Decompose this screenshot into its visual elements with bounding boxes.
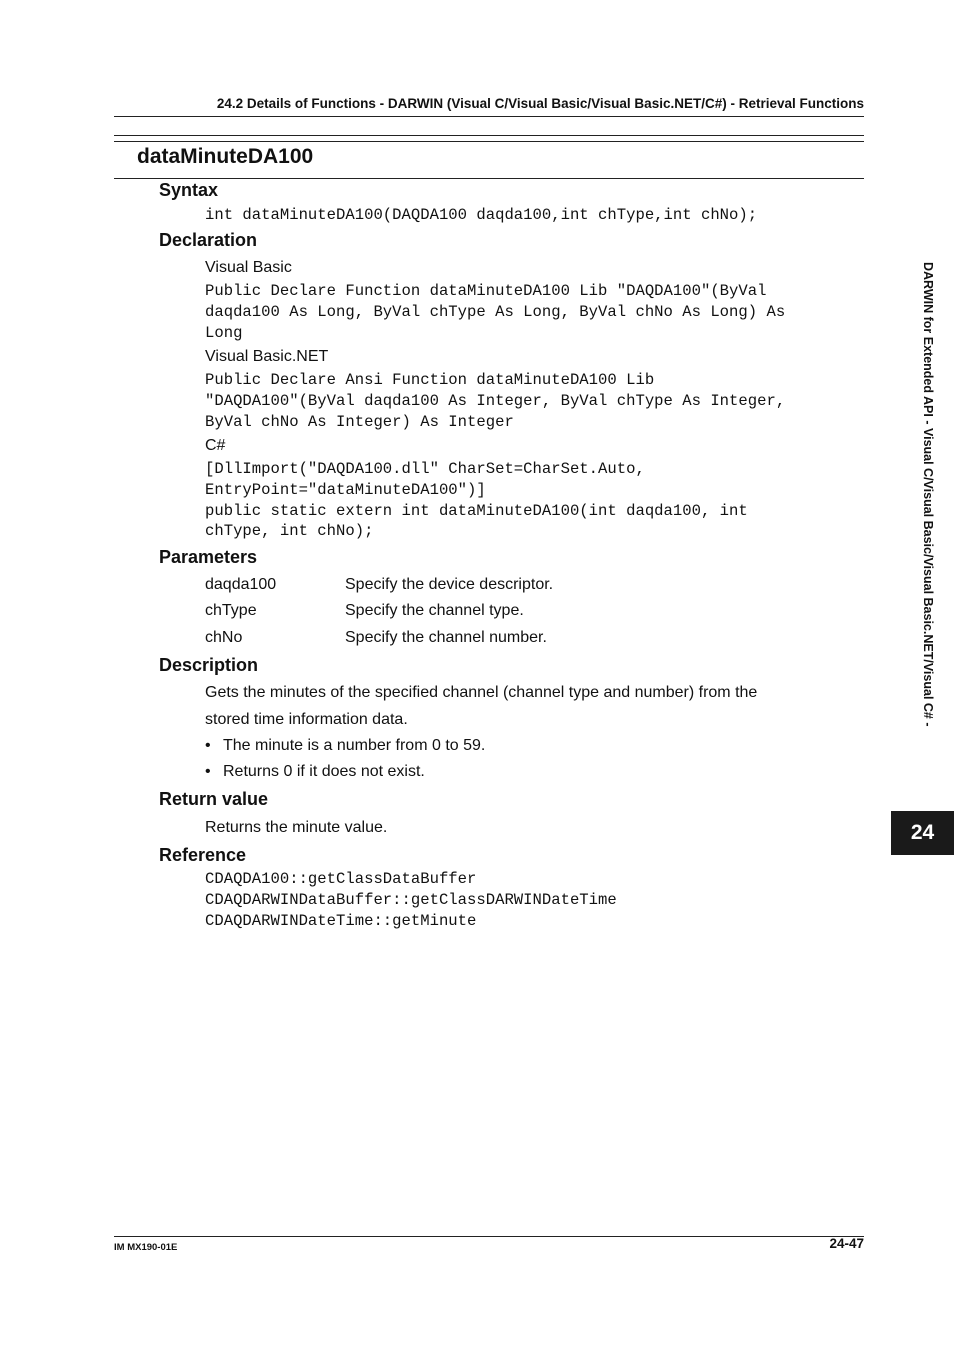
- description-bullet-2: [205, 759, 425, 785]
- param-desc-chno: Specify the channel number.: [345, 629, 547, 646]
- chapter-tab: 24: [891, 811, 954, 855]
- title-rule-top-1: [114, 135, 864, 136]
- reference-code: CDAQDA100::getClassDataBuffer CDAQDARWINDataBuffer::getClassDARWINDateTime CDAQDARWINDateTime::getMinute: [205, 870, 617, 930]
- running-head: 24.2 Details of Functions - DARWIN (Visual C/Visual Basic/Visual Basic.NET/C#) - Retrieval Functions: [216, 96, 864, 111]
- return-value-heading: Return value: [159, 789, 269, 809]
- cs-code: [DllImport("DAQDA100.dll" CharSet=CharSet.Auto, EntryPoint="dataMinuteDA100")] public static extern int dataMinuteDA100(int daqda100, int chType, int chNo);: [205, 460, 748, 541]
- title-rule-top-2: [114, 141, 864, 142]
- param-desc-daqda100: Specify the device descriptor.: [345, 576, 554, 593]
- footer-doc-id: IM MX190-01E: [114, 1242, 178, 1253]
- bullet-marker: •: [205, 763, 211, 780]
- function-title: dataMinuteDA100: [137, 145, 314, 168]
- bullet-text: The minute is a number from 0 to 59.: [223, 737, 486, 754]
- syntax-code: int dataMinuteDA100(DAQDA100 daqda100,int chType,int chNo);: [205, 206, 758, 224]
- bullet-text: Returns 0 if it does not exist.: [223, 763, 425, 780]
- param-name-chno: chNo: [205, 629, 243, 646]
- syntax-heading: Syntax: [159, 180, 219, 200]
- declaration-heading: Declaration: [159, 230, 258, 250]
- title-rule-bottom: [114, 178, 864, 179]
- vb-code: Public Declare Function dataMinuteDA100 Lib "DAQDA100"(ByVal daqda100 As Long, ByVal chType As Long, ByVal chNo As Long) As Long: [205, 282, 786, 342]
- description-line-2: stored time information data.: [205, 711, 408, 728]
- reference-heading: Reference: [159, 845, 247, 865]
- description-line-1: Gets the minutes of the specified channel (channel type and number) from the: [205, 684, 758, 701]
- return-value-text: Returns the minute value.: [205, 819, 388, 836]
- description-heading: Description: [159, 655, 259, 675]
- header-rule: [114, 116, 864, 117]
- param-desc-chtype: Specify the channel type.: [345, 602, 524, 619]
- bullet-marker: •: [205, 737, 211, 754]
- footer-rule: [114, 1236, 864, 1237]
- parameters-heading: Parameters: [159, 547, 258, 567]
- vbnet-code: Public Declare Ansi Function dataMinuteDA100 Lib "DAQDA100"(ByVal daqda100 As Integer, ByVal chType As Integer, ByVal chNo As Integer) As Integer: [205, 371, 786, 431]
- cs-label: C#: [205, 437, 226, 454]
- vb-label: Visual Basic: [205, 259, 292, 276]
- side-tab-text: DARWIN for Extended API - Visual C/Visual Basic/Visual Basic.NET/Visual C# -: [921, 262, 935, 727]
- footer-page-number: 24-47: [829, 1236, 864, 1251]
- vbnet-label: Visual Basic.NET: [205, 348, 329, 365]
- param-name-chtype: chType: [205, 602, 257, 619]
- param-name-daqda100: daqda100: [205, 576, 277, 593]
- description-bullet-1: [205, 733, 485, 759]
